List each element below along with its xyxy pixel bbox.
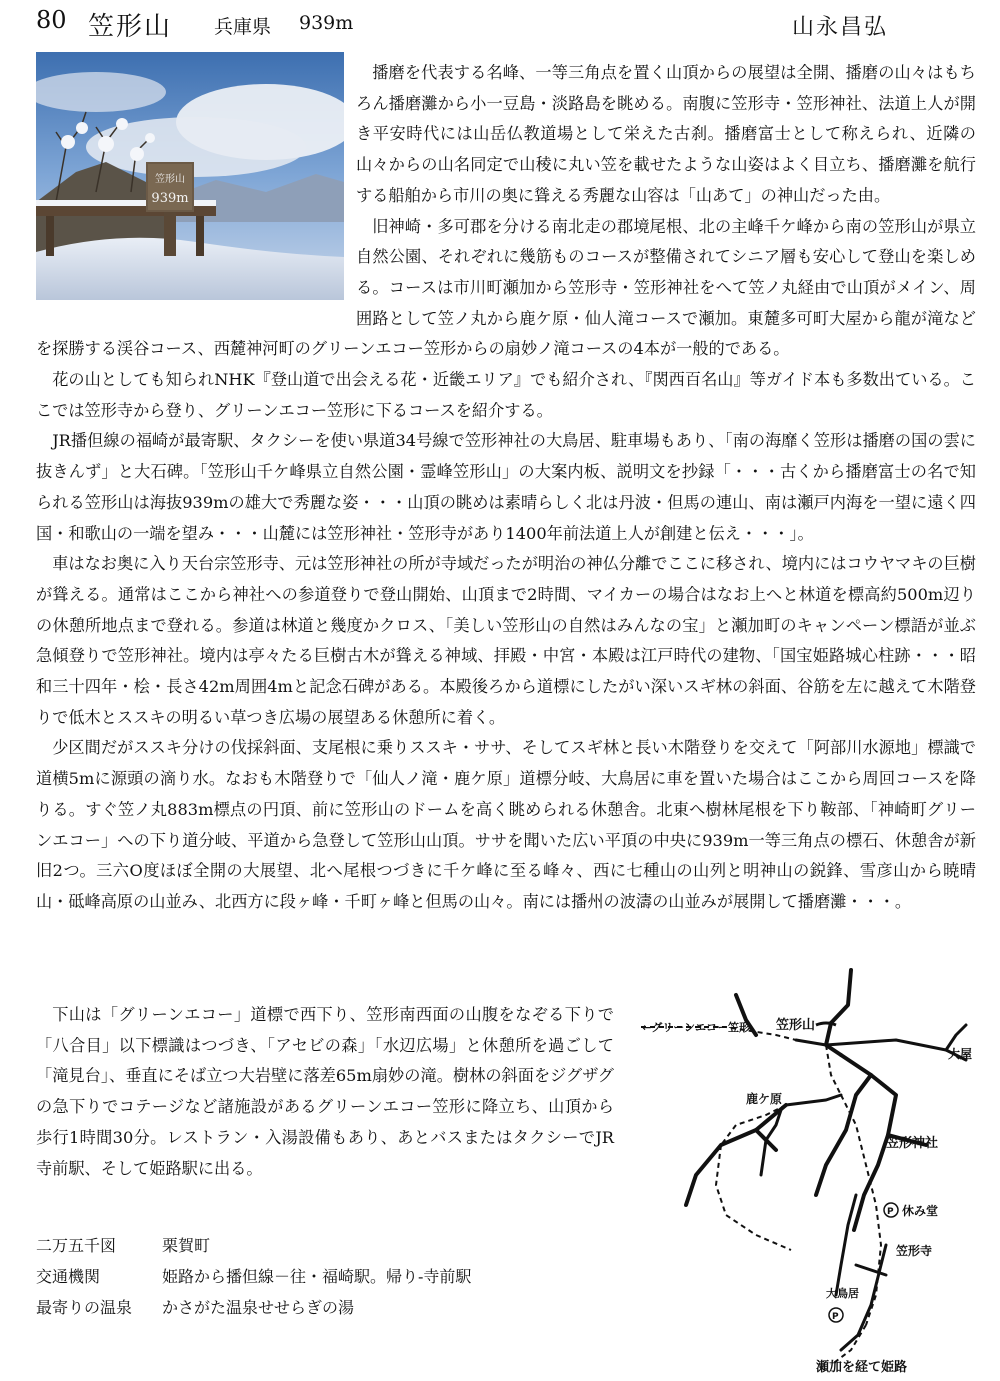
info-label: 最寄りの温泉: [36, 1298, 133, 1317]
article-number: 80: [36, 6, 67, 34]
map-label-tera: 笠形寺: [896, 1244, 933, 1258]
info-label: 二万五千図: [36, 1236, 117, 1255]
info-block: [36, 1230, 471, 1323]
paragraph: 下山は「グリーンエコー」道標で西下り、笠形南西面の山腹をなぞる下りで「八合目」以下標識はつづき、「アセビの森」「水辺広場」と休憩所を過ごして「滝見台」、垂直にそば立つ大岩壁に落差65m扇妙の滝。樹林の斜面をジグザグの急下りでコテージなど諸施設があるグリーンエコー笠形に降立ち、山頂から歩行1時間30分。レストラン・入湯設備もあり、あとバスまたはタクシーでJR寺前駅、そして姫路駅に出る。: [36, 1005, 614, 1178]
photo-wrap-spacer: [36, 58, 356, 304]
paragraph: 少区間だがススキ分けの伐採斜面、支尾根に乗りススキ・ササ、そしてスギ林と長い木階登りを交えて「阿部川水源地」標識で道横5mに源頭の滴り水。なおも木階登りで「仙人ノ滝・鹿ケ原」道標分岐、大鳥居に車を置いた場合はここから周回コースを降りる。すぐ笠ノ丸883m標点の円頂、前に笠形山のドームを高く眺められる休憩舎。北東へ樹林尾根を下り鞍部、「神崎町グリーンエコー」への下り道分岐、平道から急登して笠形山山頂。ササを聞いた広い平頂の中央に939m一等三角点の標石、休憩舎が新旧2つ。三六O度ほぼ全開の大展望、北へ尾根つづきに千ケ峰に至る峰々、西に七種山の山列と明神山の鋭鋒、雪彦山から暁晴山・砥峰高原の山並み、北西方に段ヶ峰・千町ヶ峰と但馬の山々。南には播州の波濤の山並みが展開して播磨灘・・・。: [36, 738, 976, 911]
svg-text:P: P: [832, 1312, 839, 1322]
map-label-exit: 瀬加を経て姫路: [816, 1360, 908, 1375]
map-label-ootorii: 大鳥居: [826, 1287, 859, 1300]
descent-section: [36, 1000, 614, 1184]
paragraph: 花の山としても知られNHK『登山道で出会える花・近畿エリア』でも紹介され、『関西百名山』等ガイド本も多数出ている。ここでは笠形寺から登り、グリーンエコー笠形に下るコースを紹介する。: [36, 370, 976, 420]
route-map: [626, 965, 980, 1375]
elevation: 939m: [299, 12, 354, 34]
paragraph: JR播但線の福崎が最寄駅、タクシーを使い県道34号線で笠形神社の大鳥居、駐車場もあり、「南の海靡く笠形は播磨の国の雲に抜きんず」と大石碑。「笠形山千ケ峰県立自然公園・霊峰笠形山」の大案内板、説明文を抄録「・・・古くから播磨富士の名で知られる笠形山は海抜939mの雄大で秀麗な姿・・・山頂の眺めは素晴らしく北は丹波・但馬の連山、南は瀬戸内海を一望に遠く四国・和歌山の一端を望み・・・山麓には笠形神社・笠形寺があり1400年前法道上人が創建と伝え・・・」。: [36, 431, 976, 543]
paragraph: 車はなお奥に入り天台宗笠形寺、元は笠形神社の所が寺域だったが明治の神仏分離でここに移され、境内にはコウヤマキの巨樹が聳える。通常はここから神社への参道登りで登山開始、山頂まで2時間、マイカーの場合はなお上へと林道を標高約500m辺りの休憩所地点まで登れる。参道は林道と幾度かクロス、「美しい笠形山の自然はみんなの宝」と瀬加町のキャンペーン標語が並ぶ急傾登りで笠形神社。境内は亭々たる巨樹古木が聳える神域、拝殿・中宮・本殿は江戸時代の建物、「国宝姫路城心柱跡・・・昭和三十四年・桧・長さ42m周囲4mと記念石碑がある。本殿後ろから道標にしたがい深いスギ林の斜面、谷筋を左に越えて木階登りで低木とススキの明るい草つき広場の展望ある休憩所に着く。: [36, 554, 976, 727]
paragraph: 旧神崎・多可郡を分ける南北走の郡境尾根、北の主峰千ケ峰から南の笠形山が県立自然公園、それぞれに幾筋ものコースが整備されてシニア層も安心して登山を楽しめる。コースは市川町瀬加から笠形寺・笠形神社をへて笠ノ丸経由で山頂がメイン、周囲路として笠ノ丸から鹿ケ原・仙人滝コースで瀬加。東麓多可町大屋から龍が滝などを探勝する渓谷コース、西麓神河町のグリーンエコー笠形からの扇妙ノ滝コースの4本が一般的である。: [36, 216, 976, 359]
map-label-jinja: 笠形神社: [886, 1136, 939, 1151]
info-value: 姫路から播但線－往・福崎駅。帰り-寺前駅: [162, 1267, 472, 1286]
photo-sign-elevation: 939m: [151, 191, 189, 206]
map-label-kasagatayama: 笠形山: [776, 1018, 816, 1033]
author-name: 山永昌弘: [791, 15, 888, 40]
info-label: 交通機関: [36, 1267, 101, 1286]
info-value: かさがた温泉せせらぎの湯: [162, 1298, 355, 1317]
prefecture: 兵庫県: [214, 16, 272, 38]
info-row: [36, 1261, 471, 1292]
map-label-green-echo: ←グリーンエコー笠形: [642, 1021, 750, 1034]
info-value: 栗賀町: [162, 1236, 211, 1255]
map-label-oya: 大屋: [948, 1047, 973, 1061]
photo-sign-name: 笠形山: [155, 174, 185, 185]
info-row: [36, 1230, 471, 1261]
map-label-yasumido: 休み堂: [902, 1204, 939, 1218]
page-header: [36, 4, 960, 40]
svg-text:P: P: [887, 1207, 894, 1217]
map-label-shikagahara: 鹿ケ原: [746, 1092, 783, 1106]
mountain-name: 笠形山: [88, 12, 173, 42]
article-body: [36, 58, 976, 918]
info-row: [36, 1292, 471, 1323]
paragraph: 播磨を代表する名峰、一等三角点を置く山頂からの展望は全開、播磨の山々はもちろん播磨灘から小一豆島・淡路島を眺める。南腹に笠形寺・笠形神社、法道上人が開き平安時代には山岳仏教道場として栄えた古刹。播磨富士として称えられ、近隣の山々からの山名同定で山稜に丸い笠を載せたような山姿はよく目立ち、播磨灘を航行する船舶から市川の奥に聳える秀麗な山容は「山あて」の神山だった由。: [356, 63, 976, 205]
